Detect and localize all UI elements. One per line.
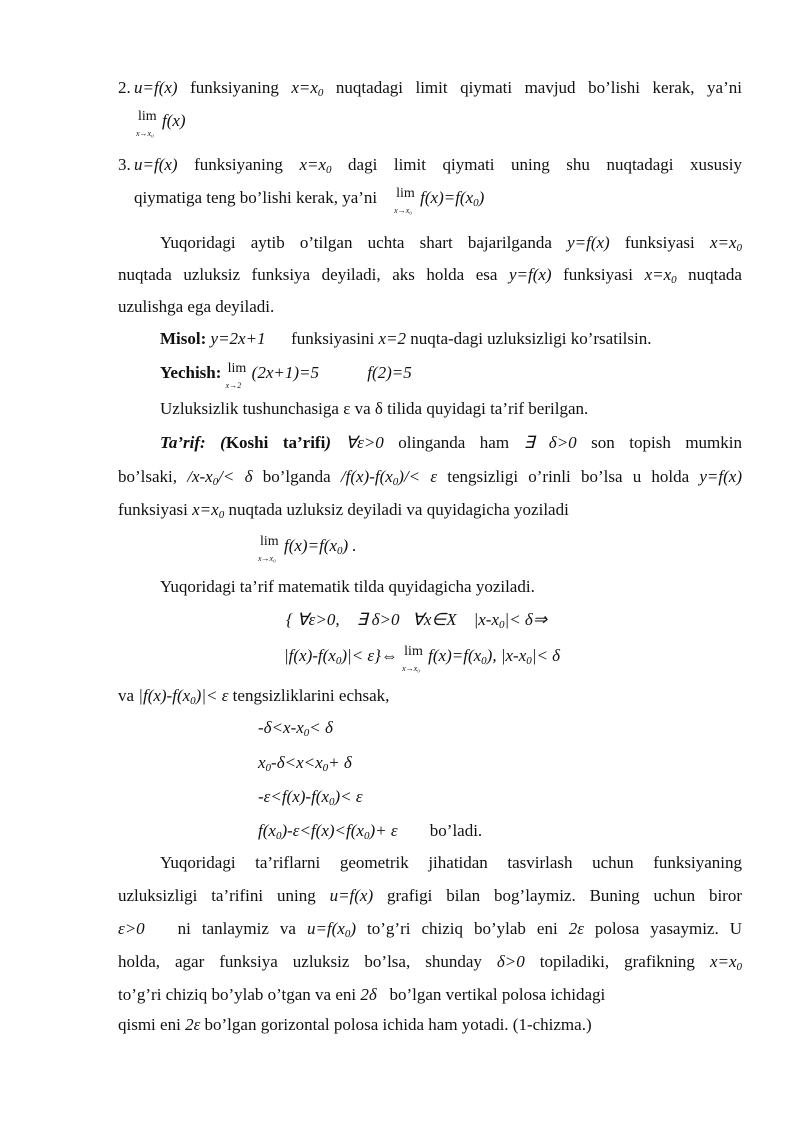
limit-expression-1: lim x→x₀ f(x) (136, 109, 186, 138)
condition-3-line: u=f(x) funksiyaning $x=x_0$ dagi limit qiymati uning shu nuqtadagi xususiy (134, 155, 742, 176)
paragraph-line: to’g’ri chiziq bo’ylab o’tgan va eni 2δ bo’lgan vertikal polosa ichidagi (118, 985, 606, 1004)
condition-2-line: u=f(x) funksiyaning $x=x_0$ nuqtadagi limit qiymati mavjud bo’lishi kerak, ya’ni (134, 78, 742, 99)
example-line: Misol: y=2x+1 funksiyasini x=2 nuqta-dagi uzluksizligi ko’rsatilsin. (160, 329, 652, 348)
limit-formula: lim x→x₀ $f(x)=f(x_0)$ . (258, 534, 357, 563)
inequality-3: $-\varepsilon<f(x)-f(x_0)< \varepsilon$ (258, 787, 363, 808)
paragraph-line: uzulishga ega deyiladi. (118, 297, 275, 316)
inequality-2: $x_0-\delta<x<x_0+ \delta$ (258, 753, 352, 774)
solution-line: Yechish: lim x→2 (2x+1)=5 f(2)=5 (160, 361, 412, 390)
paragraph-line: Yuqoridagi ta’riflarni geometrik jihatidan tasvirlash uchun funksiyaning (160, 853, 742, 872)
paragraph-line: ε>0 ni tanlaymiz va $u=f(x_0)$ to’g’ri chiziq bo’ylab eni 2ε polosa yasaymiz. U (118, 919, 742, 940)
definition-line: bo’lsaki, $/x-x_0/< \delta$ bo’lganda $/f(x)-f(x_0)/< \varepsilon$ tengsizligi o’rinli bo’lsa u holda y=f(x) (118, 467, 742, 488)
paragraph-line: qismi eni 2ε bo’lgan gorizontal polosa ichida ham yotadi. (1-chizma.) (118, 1015, 592, 1034)
formal-formula-1: { ∀ε>0, ∃ δ>0 ∀x∈X $|x-x_0|<$ δ⇒ (286, 610, 548, 631)
paragraph-line: Uzluksizlik tushunchasiga ε va δ tilida quyidagi ta’rif berilgan. (160, 399, 589, 418)
list-number-2: 2. (118, 78, 131, 97)
paragraph-line: uzluksizligi ta’rifini uning u=f(x) grafigi bilan bog’laymiz. Buning uchun biror (118, 886, 742, 905)
paragraph-line: Yuqoridagi ta’rif matematik tilda quyidagicha yoziladi. (160, 577, 535, 596)
formal-formula-2: $|f(x)-f(x_0)|<$ ε}⇔ lim x→x₀ $f(x)=f(x_0)$, $|x-x_0|< \delta$ (284, 644, 561, 673)
paragraph-line: holda, agar funksiya uzluksiz bo’lsa, shunday δ>0 topiladiki, grafikning $x=x_0$ (118, 952, 742, 973)
paragraph-line: va $|f(x)-f(x_0)|< \varepsilon$ tengsizliklarini echsak, (118, 686, 390, 707)
condition-3-continuation: qiymatiga teng bo’lishi kerak, ya’ni lim x→x₀ $f(x)=f(x_0)$ (134, 186, 485, 215)
inequality-1: $-\delta<x-x_0< \delta$ (258, 718, 333, 739)
paragraph-line: nuqtada uzluksiz funksiya deyiladi, aks holda esa y=f(x) funksiyasi $x=x_0$ nuqtada (118, 265, 742, 286)
paragraph-line: Yuqoridagi aytib o’tilgan uchta shart bajarilganda y=f(x) funksiyasi $x=x_0$ (160, 233, 742, 254)
definition-line: Ta’rif: (Koshi ta’rifi) ∀ε>0 olinganda ham ∃ δ>0 son topish mumkin (160, 433, 743, 452)
definition-line: funksiyasi $x=x_0$ nuqtada uzluksiz deyiladi va quyidagicha yoziladi (118, 500, 569, 521)
inequality-4: $f(x_0)-\varepsilon<f(x)<f(x_0)+ \varepsilon$ bo’ladi. (258, 821, 483, 842)
list-number-3: 3. (118, 155, 131, 174)
